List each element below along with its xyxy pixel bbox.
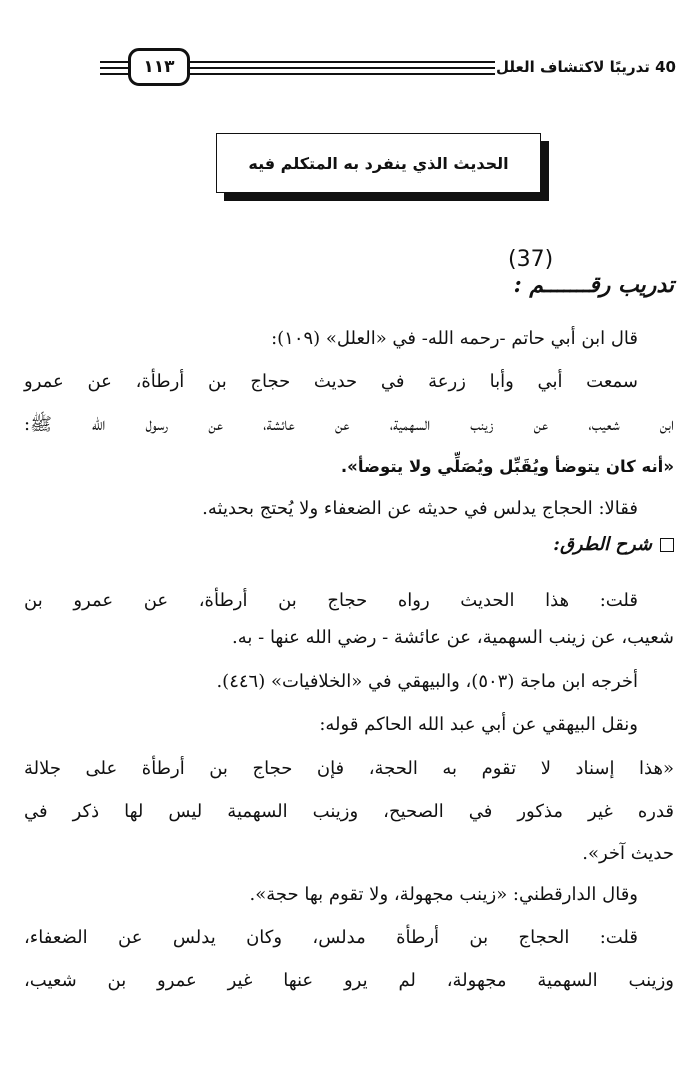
text-line: وقال الدارقطني: «زينب مجهولة، ولا تقوم بها حجة». [249, 884, 638, 905]
text-line: وزينب السهمية مجهولة، لم يرو عنها غير عمرو بن شعيب، [24, 970, 674, 991]
text-line: قدره غير مذكور في الصحيح، وزينب السهمية ليس لها ذكر في [24, 801, 674, 822]
takhrij-heading [553, 534, 674, 555]
text-line: قلت: الحجاج بن أرطأة مدلس، وكان يدلس عن الضعفاء، [24, 927, 638, 948]
takhrij-heading-label: شرح الطرق: [553, 534, 652, 555]
text-line: «هذا إسناد لا تقوم به الحجة، فإن حجاج بن أرطأة على جلالة [24, 758, 674, 779]
text-line: ونقل البيهقي عن أبي عبد الله الحاكم قوله: [319, 714, 638, 735]
text-line: قلت: هذا الحديث رواه حجاج بن أرطأة، عن عمرو بن [24, 590, 638, 611]
section-title: الحديث الذي ينفرد به المتكلم فيه [216, 133, 541, 193]
text-line: فقالا: الحجاج يدلس في حديثه عن الضعفاء ولا يُحتج بحديثه. [202, 498, 638, 519]
text-line: سمعت أبي وأبا زرعة في حديث حجاج بن أرطأة، عن عمرو [24, 371, 638, 392]
text-line: قال ابن أبي حاتم -رحمه الله- في «العلل» (١٠٩): [271, 328, 638, 349]
running-header-title: 40 تدريبًا لاكتشاف العلل [496, 58, 676, 76]
text-line: ابن شعيب، عن زينب السهمية، عن عائشة، عن رسول الله ﷺ: [24, 414, 674, 435]
exercise-number: (37) [508, 247, 554, 272]
page-number: ١١٣ [128, 48, 190, 86]
text-line: حديث آخر». [582, 843, 674, 864]
hadith-text: «أنه كان يتوضأ ويُقَبِّل ويُصَلِّي ولا يتوضأ». [340, 457, 674, 476]
text-line: شعيب، عن زينب السهمية، عن عائشة - رضي الله عنها - به. [232, 627, 674, 648]
square-bullet-icon [660, 538, 674, 552]
text-line: أخرجه ابن ماجة (٥٠٣)، والبيهقي في «الخلافيات» (٤٤٦). [216, 671, 638, 692]
exercise-label: تدريب رقـــــــم : [513, 272, 674, 298]
